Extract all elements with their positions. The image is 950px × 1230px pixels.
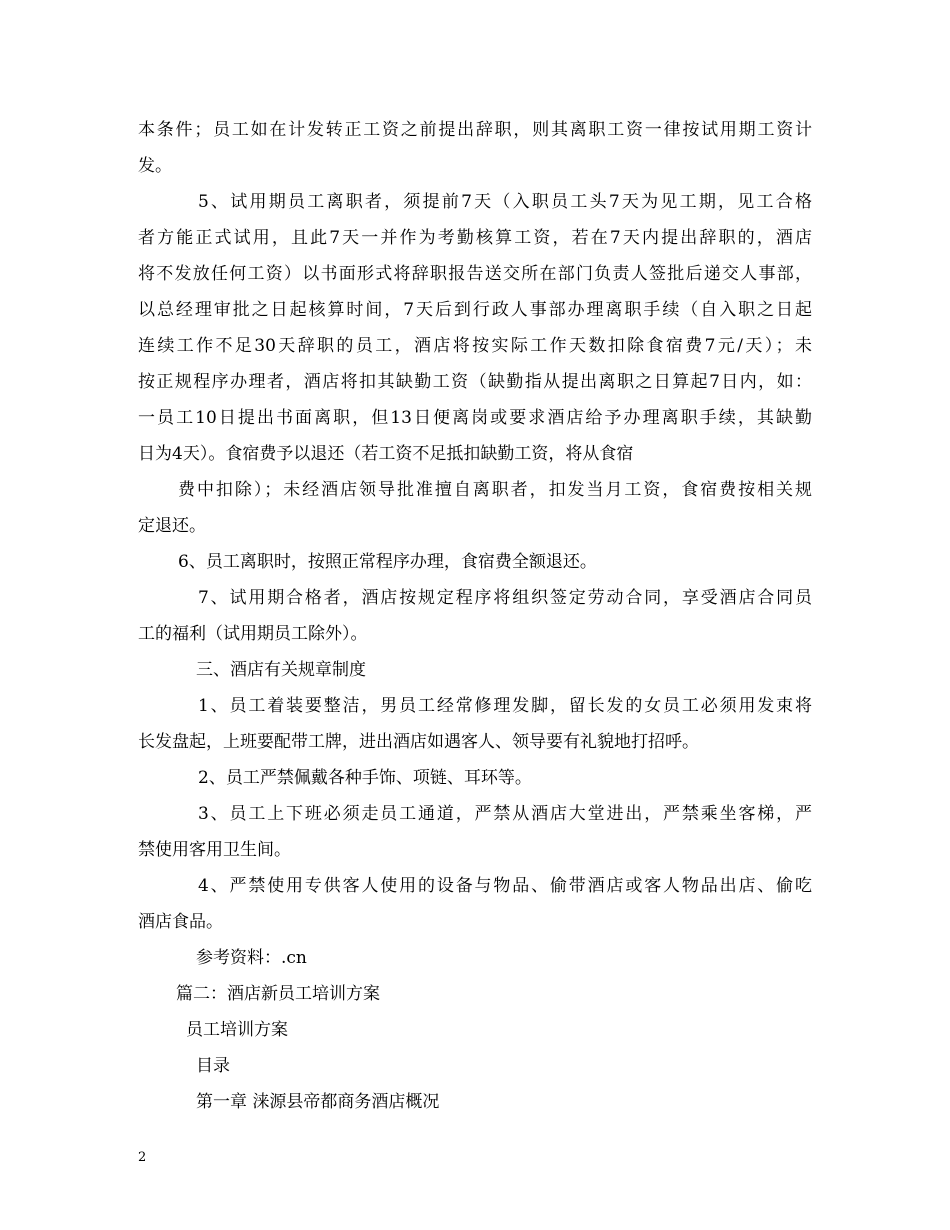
paragraph-line: 一员工10日提出书面离职，但13日便离岗或要求酒店给予办理离职手续，其缺勤 (138, 408, 812, 428)
paragraph-line: 定退还。 (138, 516, 206, 536)
paragraph-line: 7、试用期合格者，酒店按规定程序将组织签定劳动合同，享受酒店合同员 (198, 588, 812, 608)
paragraph-line: 1、员工着装要整洁，男员工经常修理发脚，留长发的女员工必须用发束将 (198, 696, 812, 716)
paragraph-line: 者方能正式试用，且此7天一并作为考勤核算工资，若在7天内提出辞职的，酒店 (138, 228, 812, 248)
paragraph-line: 3、员工上下班必须走员工通道，严禁从酒店大堂进出，严禁乘坐客梯，严 (198, 804, 812, 824)
table-of-contents-title: 目录 (196, 1056, 230, 1076)
paragraph-line: 按正规程序办理者，酒店将扣其缺勤工资（缺勤指从提出离职之日算起7日内，如： (138, 372, 812, 392)
paragraph-line: 以总经理审批之日起核算时间，7天后到行政人事部办理离职手续（自入职之日起 (138, 300, 812, 320)
page-number: 2 (138, 1150, 147, 1165)
section-title: 员工培训方案 (186, 1020, 288, 1040)
paragraph-line: 将不发放任何工资）以书面形式将辞职报告送交所在部门负责人签批后递交人事部， (138, 264, 812, 284)
toc-entry: 第一章 涞源县帝都商务酒店概况 (196, 1092, 440, 1112)
reference-line: 参考资料：.cn (196, 948, 307, 968)
paragraph-line: 5、试用期员工离职者，须提前7天（入职员工头7天为见工期，见工合格 (198, 192, 812, 212)
paragraph-line: 2、员工严禁佩戴各种手饰、项链、耳环等。 (198, 768, 532, 788)
paragraph-line: 日为4天）。食宿费予以退还（若工资不足抵扣缺勤工资，将从食宿 (138, 444, 634, 464)
paragraph-line: 工的福利（试用期员工除外）。 (138, 624, 368, 644)
paragraph-line: 6、员工离职时，按照正常程序办理，食宿费全额退还。 (178, 552, 597, 572)
paragraph-line: 禁使用客用卫生间。 (138, 840, 291, 860)
paragraph-line: 发。 (138, 156, 172, 176)
paragraph-line: 连续工作不足30天辞职的员工，酒店将按实际工作天数扣除食宿费7元/天）；未 (138, 336, 812, 356)
paragraph-line: 酒店食品。 (138, 912, 223, 932)
paragraph-line: 长发盘起，上班要配带工牌，进出酒店如遇客人、领导要有礼貌地打招呼。 (138, 732, 699, 752)
chapter-title: 篇二：酒店新员工培训方案 (176, 984, 380, 1004)
paragraph-line: 费中扣除）；未经酒店领导批准擅自离职者，扣发当月工资，食宿费按相关规 (178, 480, 812, 500)
paragraph-line: 本条件；员工如在计发转正工资之前提出辞职，则其离职工资一律按试用期工资计 (138, 120, 812, 140)
paragraph-line: 4、严禁使用专供客人使用的设备与物品、偷带酒店或客人物品出店、偷吃 (198, 876, 812, 896)
section-heading: 三、酒店有关规章制度 (196, 660, 366, 680)
